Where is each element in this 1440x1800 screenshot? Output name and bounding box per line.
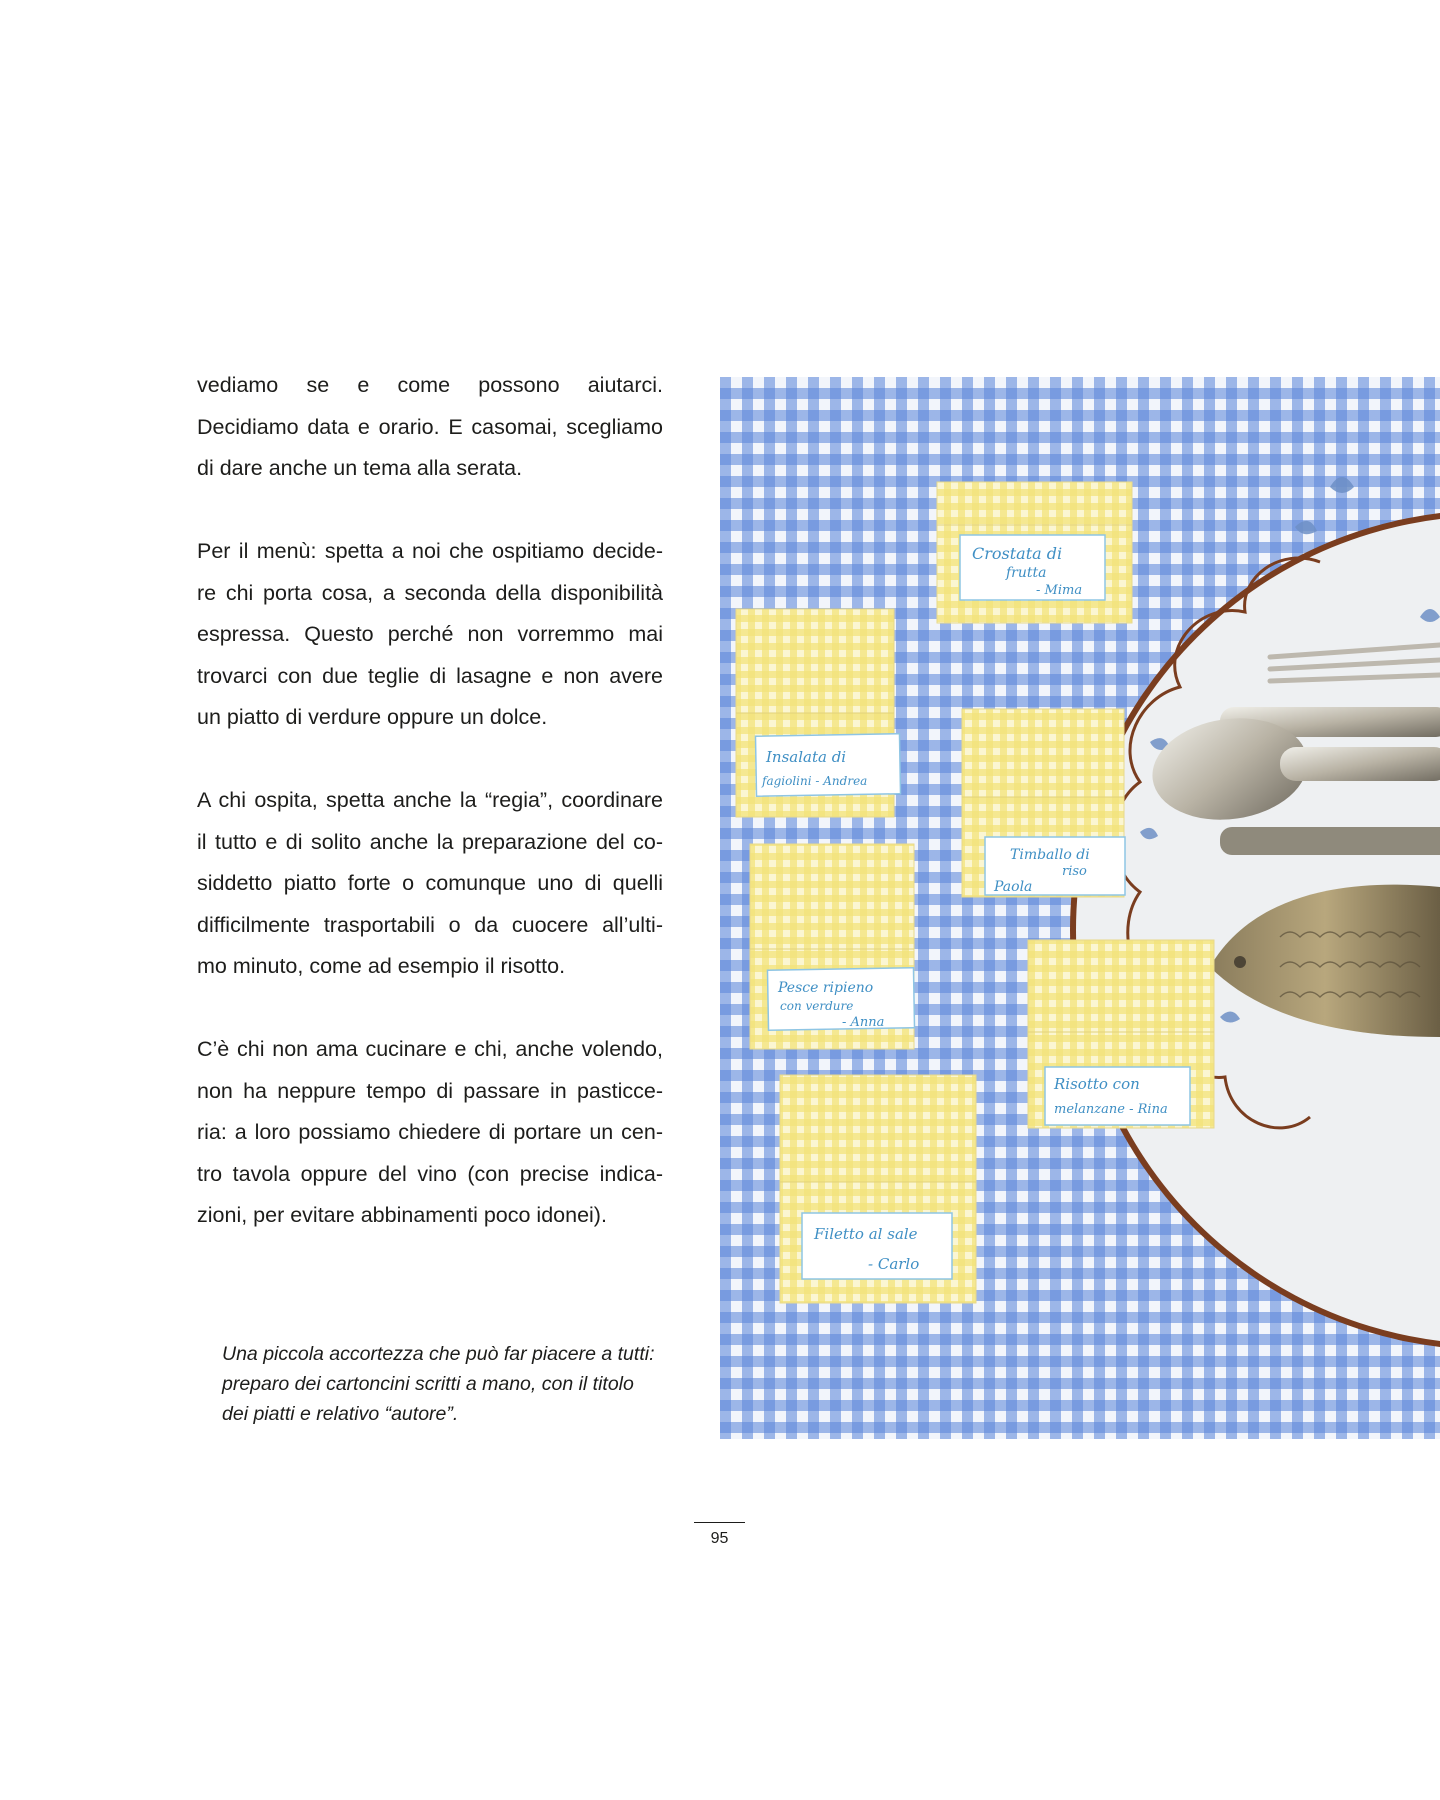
paragraph-4 [197, 1029, 663, 1237]
text-line: tro tavola oppure del vino (con precise indica- [197, 1161, 663, 1186]
text-line: di dare anche un tema alla serata. [197, 456, 523, 480]
body-text-column [197, 365, 663, 1278]
text-line: Decidiamo data e orario. E casomai, scegliamo [197, 414, 663, 439]
photo-scene [720, 377, 1440, 1439]
place-card [1028, 940, 1214, 1128]
place-card [962, 709, 1125, 897]
place-card-text: riso [1062, 864, 1087, 879]
place-card-text: con verdure [780, 999, 854, 1013]
place-card-text: frutta [1006, 565, 1047, 581]
text-line: non ha neppure tempo di passare in pasticce- [197, 1078, 663, 1103]
place-card-text: melanzane - Rina [1054, 1102, 1168, 1117]
text-line: siddetto piatto forte o comunque uno di quelli [197, 871, 663, 895]
paragraph-1 [197, 365, 663, 490]
text-line: difficilmente trasportabili o da cuocere all’ulti- [197, 912, 663, 937]
place-cards-photo [720, 377, 1440, 1439]
text-line: trovarci con due teglie di lasagne e non avere [197, 663, 663, 688]
place-card [750, 844, 915, 1049]
caption-line: preparo dei cartoncini scritti a mano, con il titolo [222, 1373, 634, 1395]
folio-rule [694, 1522, 745, 1523]
text-line: espressa. Questo perché non vorremmo mai [197, 622, 663, 646]
place-card-text: Pesce ripieno [778, 980, 874, 996]
place-card-text: Filetto al sale [814, 1225, 918, 1243]
paragraph-3 [197, 780, 663, 988]
place-card [780, 1075, 976, 1303]
caption-line: Una piccola accortezza che può far piacere a tutti: [222, 1343, 655, 1365]
place-card-text: Risotto con [1054, 1075, 1140, 1093]
place-card-text: Crostata di [972, 544, 1063, 563]
text-line: il tutto e di solito anche la preparazione del co- [197, 829, 663, 854]
place-card [937, 482, 1132, 623]
text-line: zioni, per evitare abbinamenti poco idonei). [197, 1203, 607, 1227]
paragraph-2 [197, 531, 663, 739]
place-card-text: - Carlo [868, 1255, 920, 1273]
place-card-text: Paola [994, 879, 1033, 895]
text-line: vediamo se e come possono aiutarci. [197, 373, 663, 397]
text-line: re chi porta cosa, a seconda della disponibilità [197, 580, 663, 605]
text-line: Per il menù: spetta a noi che ospitiamo decide- [197, 539, 663, 563]
text-line: ria: a loro possiamo chiedere di portare un cen- [197, 1120, 663, 1144]
place-card-text: Insalata di [766, 748, 847, 766]
text-line: un piatto di verdure oppure un dolce. [197, 705, 548, 729]
place-card-text: - Anna [842, 1015, 885, 1030]
place-card [736, 609, 901, 817]
text-line: C’è chi non ama cucinare e chi, anche volendo, [197, 1037, 663, 1061]
place-card-text: Timballo di [1010, 847, 1090, 863]
photo-caption [222, 1339, 672, 1429]
place-card-text: - Mima [1036, 583, 1083, 598]
text-line: A chi ospita, spetta anche la “regia”, coordinare [197, 788, 663, 812]
page-number: 95 [710, 1530, 729, 1547]
place-card-text: fagiolini - Andrea [762, 774, 868, 788]
text-line: mo minuto, come ad esempio il risotto. [197, 954, 566, 978]
caption-line: dei piatti e relativo “autore”. [222, 1403, 459, 1425]
